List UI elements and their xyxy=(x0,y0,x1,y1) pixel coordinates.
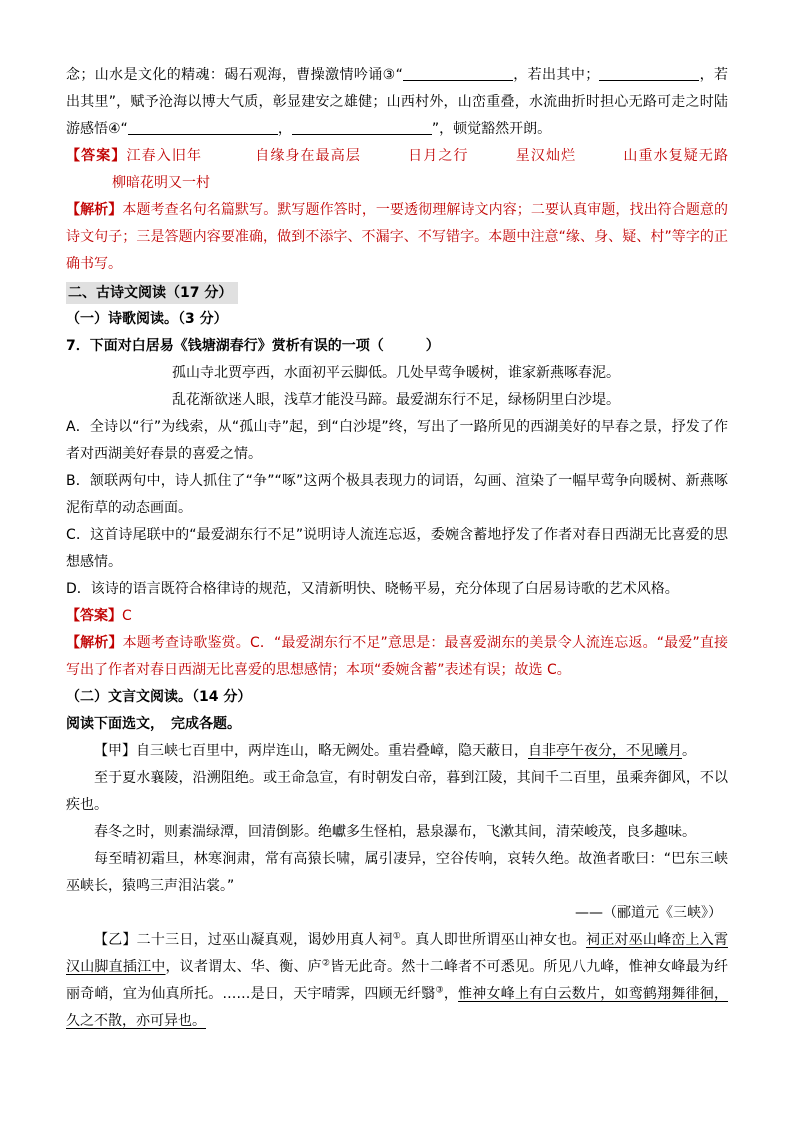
passage-jia-p4: 每至晴初霜旦，林寒涧肃，常有高猿长啸，属引凄异，空谷传响，哀转久绝。故渔者歌曰：“巴东三峡巫峡长，猿鸣三声泪沾裳。” xyxy=(66,851,728,894)
poem-line-2: 乱花渐欲迷人眼，浅草才能没马蹄。最爱湖东行不足，绿杨阴里白沙堤。 xyxy=(172,392,620,408)
option-b: B．颔联两句中，诗人抓住了“争”“啄”这两个极具表现力的词语，勾画、渲染了一幅早莺争向暖树、新燕啄泥衔草的动态画面。 xyxy=(66,473,728,516)
analysis-1: 【解析】本题考查名句名篇默写。默写题作答时，一要透彻理解诗文内容；二要认真审题，找出符合题意的诗文句子；三是答题内容要准确，做到不添字、不漏字、不写错字。本题中注意“缘、身、疑、村”等字的正确书写。 xyxy=(66,202,729,272)
subsection-classical: （二）文言文阅读。（14 分） xyxy=(66,689,252,705)
question-7-stem: 7．下面对白居易《钱塘湖春行》赏析有误的一项（ ） xyxy=(66,338,440,354)
footnote-marker-3: ③ xyxy=(435,985,444,996)
answer-2: 【答案】C xyxy=(66,608,132,624)
poem-line-1: 孤山寺北贾亭西，水面初平云脚低。几处早莺争暖树，谁家新燕啄春泥。 xyxy=(172,365,620,381)
passage-jia-p2: 至于夏水襄陵，沿溯阻绝。或王命急宣，有时朝发白帝，暮到江陵，其间千二百里，虽乘奔御风，不以疾也。 xyxy=(66,770,728,813)
blank-2[interactable] xyxy=(599,64,699,81)
passage-yi: 【乙】二十三日，过巫山凝真观，谒妙用真人祠①。真人即世所谓巫山神女也。祠正对巫山峰峦上入霄汉山脚直插江中，议者谓太、华、衡、庐②皆无此奇。然十二峰者不可悉见。所见八九峰，惟神女峰最为纤丽奇峭，宜为仙真所托。……是日，天宇晴霁，四顾无纤翳③，惟神女峰上有白云数片，如鸾鹤翔舞徘徊，久之不散，亦可异也。 xyxy=(66,931,729,1029)
option-d: D．该诗的语言既符合格律诗的规范，又清新明快、晓畅平易，充分体现了白居易诗歌的艺术风格。 xyxy=(66,581,679,597)
blank-3[interactable] xyxy=(128,118,278,135)
footnote-marker-1: ① xyxy=(392,931,402,942)
answer-1: 【答案】江春入旧年 自缘身在最高层 日月之行 星汉灿烂 山重水复疑无路柳暗花明又一村 xyxy=(66,148,729,191)
blank-1[interactable] xyxy=(403,64,513,81)
recitation-question: 念；山水是文化的精魂：碣石观海，曹操激情吟诵③“ ，若出其中； ，若出其里”，赋予沧海以博大气质，彰显建安之雄健；山西村外，山峦重叠，水流曲折时担心无路可走之时陆游感悟④“ ， ”，顿觉豁然开朗。 xyxy=(66,62,728,143)
passage-jia-p1: 【甲】自三峡七百里中，两岸连山，略无阙处。重岩叠嶂，隐天蔽日，自非亭午夜分，不见曦月。 xyxy=(94,743,696,759)
underlined-sentence-3: 惟神女峰上有白云数片，如鸾鹤翔舞徘徊， xyxy=(458,986,729,1002)
option-c: C．这首诗尾联中的“最爱湖东行不足”说明诗人流连忘返，委婉含蓄地抒发了作者对春日西湖无比喜爱的思想感情。 xyxy=(66,527,728,570)
blank-4[interactable] xyxy=(292,118,432,135)
passage-jia-p3: 春冬之时，则素湍绿潭，回清倒影。绝巘多生怪柏，悬泉瀑布，飞漱其间，清荣峻茂，良多趣味。 xyxy=(94,824,696,840)
section-heading: 二、古诗文阅读（17 分） xyxy=(66,278,728,306)
document-page xyxy=(66,62,728,1035)
underlined-sentence-1: 自非亭午夜分，不见曦月 xyxy=(528,743,682,759)
analysis-2: 【解析】本题考查诗歌鉴赏。C．“最爱湖东行不足”意思是：最喜爱湖东的美景令人流连忘返。“最爱”直接写出了作者对春日西湖无比喜爱的思想感情；本项“委婉含蓄”表述有误；故选 C。 xyxy=(66,635,728,678)
passage-jia-source: ——（郦道元《三峡》） xyxy=(575,905,722,921)
reading-instruction: 阅读下面选文， 完成各题。 xyxy=(66,716,241,732)
underlined-sentence-2: 祠正对巫山峰峦上入霄汉山脚直插江中 xyxy=(66,932,728,975)
option-a: A．全诗以“行”为线索，从“孤山寺”起，到“白沙堤”终，写出了一路所见的西湖美好的早春之景，抒发了作者对西湖美好春景的喜爱之情。 xyxy=(66,419,728,462)
footnote-marker-2: ② xyxy=(321,958,331,969)
subsection-poetry: （一）诗歌阅读。（3 分） xyxy=(66,311,228,327)
